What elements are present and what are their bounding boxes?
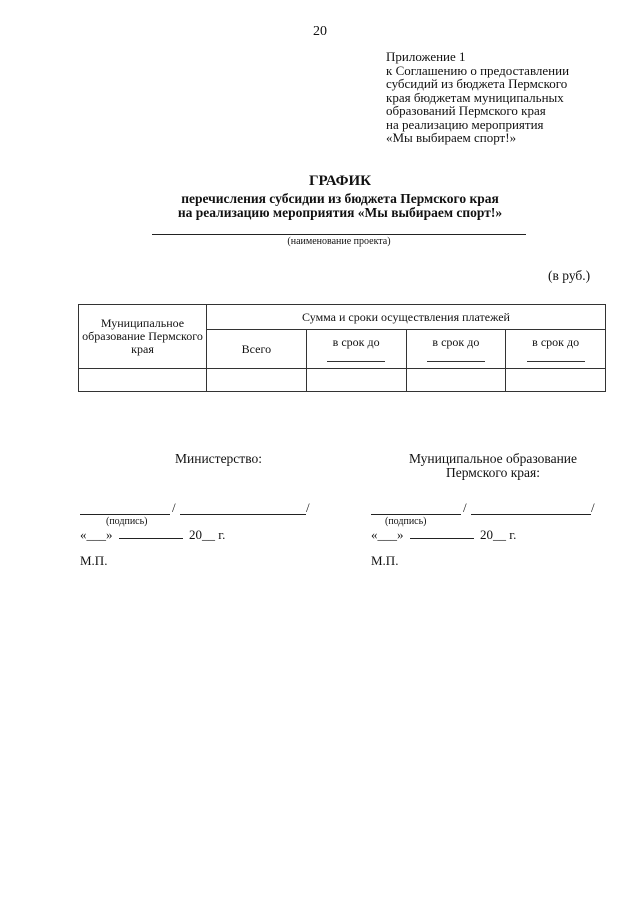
date-month-blank xyxy=(119,538,183,539)
annex-line: образований Пермского края xyxy=(386,103,546,118)
due-date-blank xyxy=(427,361,485,362)
due-date-blank xyxy=(327,361,385,362)
annex-line: «Мы выбираем спорт!» xyxy=(386,130,517,145)
slash-separator: / xyxy=(172,500,176,515)
date-day: «___» xyxy=(80,527,113,542)
municipal-signature-caption: (подпись) xyxy=(385,516,427,527)
table-header-row xyxy=(79,305,606,330)
table-cell[interactable] xyxy=(406,369,506,392)
header-municipality: Муниципальное образование Пермского края xyxy=(79,305,207,369)
header-due-2 xyxy=(406,330,506,369)
document-subtitle xyxy=(0,192,640,220)
subtitle-line: на реализацию мероприятия «Мы выбираем спорт!» xyxy=(177,205,503,220)
due-label: в срок до xyxy=(332,335,380,349)
annex-line: на реализацию мероприятия xyxy=(386,116,544,132)
municipal-label: Муниципальное образование Пермского края: xyxy=(408,451,578,480)
municipal-name-line xyxy=(471,514,591,515)
municipal-signature-line xyxy=(371,514,461,515)
slash-separator: / xyxy=(306,500,310,515)
date-year: 20__ г. xyxy=(480,527,517,542)
annex-line: края бюджетам муниципальных xyxy=(386,89,564,105)
municipal-seal-mark: М.П. xyxy=(371,553,399,568)
annex-line: субсидий из бюджета Пермского xyxy=(386,76,568,91)
header-total-label: Всего xyxy=(241,341,272,356)
municipal-date xyxy=(371,527,516,543)
ministry-label: Министерство: xyxy=(175,451,262,466)
ministry-signature-line xyxy=(80,514,170,515)
ministry-date xyxy=(80,527,225,543)
ministry-name-line xyxy=(180,514,306,515)
date-year: 20__ г. xyxy=(189,527,226,542)
project-name-caption: (наименование проекта) xyxy=(287,236,391,247)
ministry-seal-mark: М.П. xyxy=(80,553,108,568)
project-name-line xyxy=(152,234,526,235)
ministry-signature-caption: (подпись) xyxy=(106,516,148,527)
header-payments-group: Сумма и сроки осуществления платежей xyxy=(207,305,606,330)
page-number: 20 xyxy=(313,24,327,39)
payment-schedule-table xyxy=(78,304,606,392)
table-row xyxy=(79,369,606,392)
table-cell[interactable] xyxy=(506,369,606,392)
slash-separator: / xyxy=(591,500,595,515)
currency-note: (в руб.) xyxy=(548,268,591,283)
subtitle-line: перечисления субсидии из бюджета Пермского края xyxy=(181,191,499,206)
document-title: ГРАФИК xyxy=(308,173,372,189)
table-cell[interactable] xyxy=(306,369,406,392)
due-date-blank xyxy=(527,361,585,362)
due-label: в срок до xyxy=(532,335,580,349)
header-due-3 xyxy=(506,330,606,369)
slash-separator: / xyxy=(463,500,467,515)
annex-line: к Соглашению о предоставлении xyxy=(386,62,570,78)
header-due-1 xyxy=(306,330,406,369)
date-day: «___» xyxy=(371,527,404,542)
annex-line: Приложение 1 xyxy=(386,49,466,64)
due-label: в срок до xyxy=(432,335,480,349)
annex-header xyxy=(386,50,636,145)
table-cell[interactable] xyxy=(207,369,307,392)
header-total xyxy=(207,330,307,369)
table-cell[interactable] xyxy=(79,369,207,392)
date-month-blank xyxy=(410,538,474,539)
